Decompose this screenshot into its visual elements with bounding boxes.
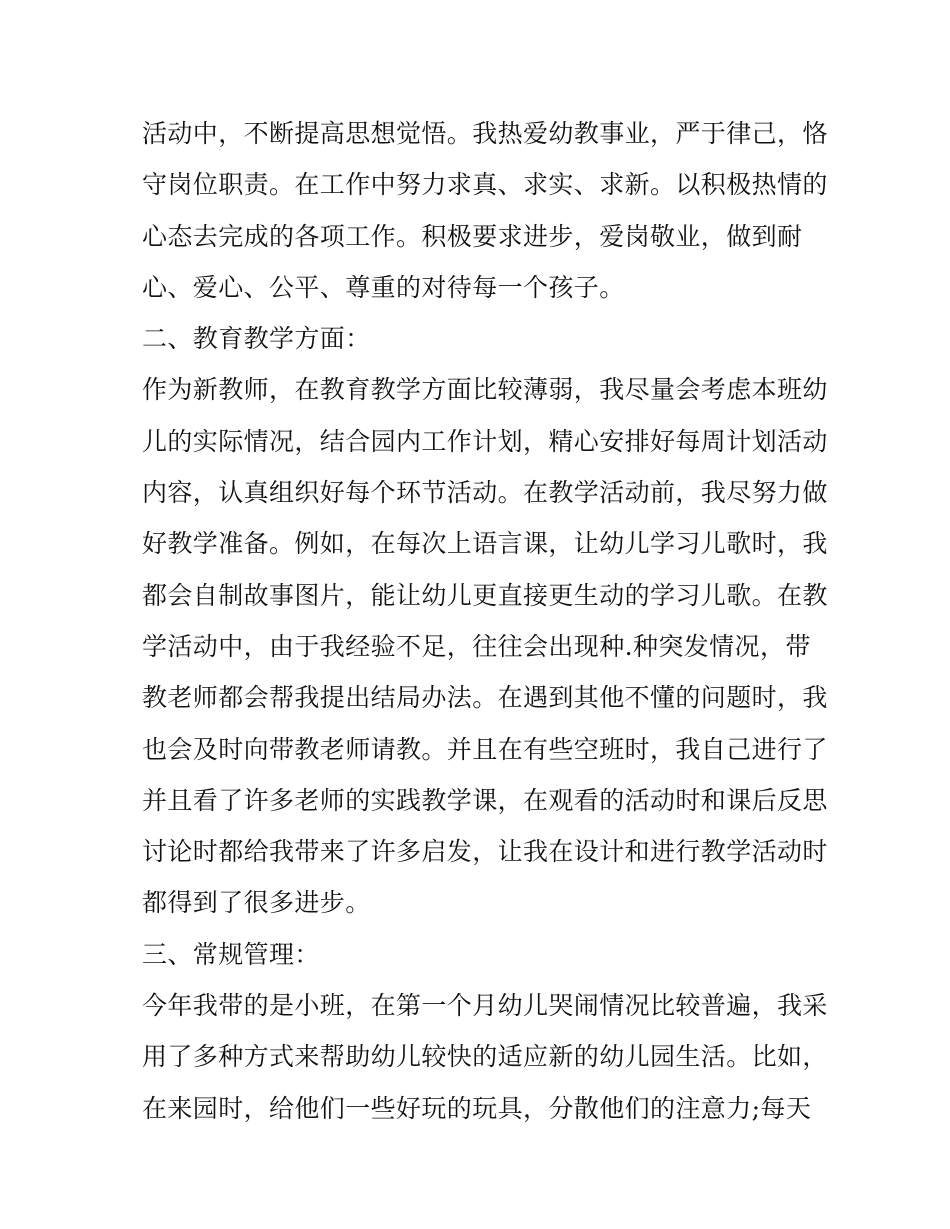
text-line: 守岗位职责。在工作中努力求真、求实、求新。以积极热情的: [142, 170, 828, 200]
text-line: 讨论时都给我带来了许多启发，让我在设计和进行教学活动时: [142, 837, 828, 867]
text-line: 作为新教师，在教育教学方面比较薄弱，我尽量会考虑本班幼: [142, 375, 828, 405]
section-heading: 三、常规管理：: [142, 939, 320, 969]
text-line: 心态去完成的各项工作。积极要求进步，爱岗敬业，做到耐: [142, 221, 803, 251]
document-body: [142, 108, 828, 1134]
text-line: 用了多种方式来帮助幼儿较快的适应新的幼儿园生活。比如，: [142, 1042, 828, 1072]
text-line: 今年我带的是小班，在第一个月幼儿哭闹情况比较普遍，我采: [142, 991, 828, 1021]
text-line: 并且看了许多老师的实践教学课，在观看的活动时和课后反思: [142, 785, 828, 815]
text-line: 学活动中，由于我经验不足，往往会出现种.种突发情况，带: [142, 631, 811, 661]
text-line: 教老师都会帮我提出结局办法。在遇到其他不懂的问题时，我: [142, 683, 828, 713]
text-line: 好教学准备。例如，在每次上语言课，让幼儿学习儿歌时，我: [142, 529, 828, 559]
text-line: 也会及时向带教老师请教。并且在有些空班时，我自己进行了: [142, 734, 828, 764]
text-line: 在来园时，给他们一些好玩的玩具，分散他们的注意力;每天: [142, 1093, 812, 1123]
text-line: 儿的实际情况，结合园内工作计划，精心安排好每周计划活动: [142, 426, 828, 456]
text-line: 心、爱心、公平、尊重的对待每一个孩子。: [142, 272, 625, 302]
text-line: 都会自制故事图片，能让幼儿更直接更生动的学习儿歌。在教: [142, 580, 828, 610]
text-line: 都得到了很多进步。: [142, 888, 371, 918]
text-line: 活动中，不断提高思想觉悟。我热爱幼教事业，严于律己，恪: [142, 119, 828, 148]
text-line: 内容，认真组织好每个环节活动。在教学活动前，我尽努力做: [142, 478, 828, 508]
section-heading: 二、教育教学方面：: [142, 324, 371, 354]
